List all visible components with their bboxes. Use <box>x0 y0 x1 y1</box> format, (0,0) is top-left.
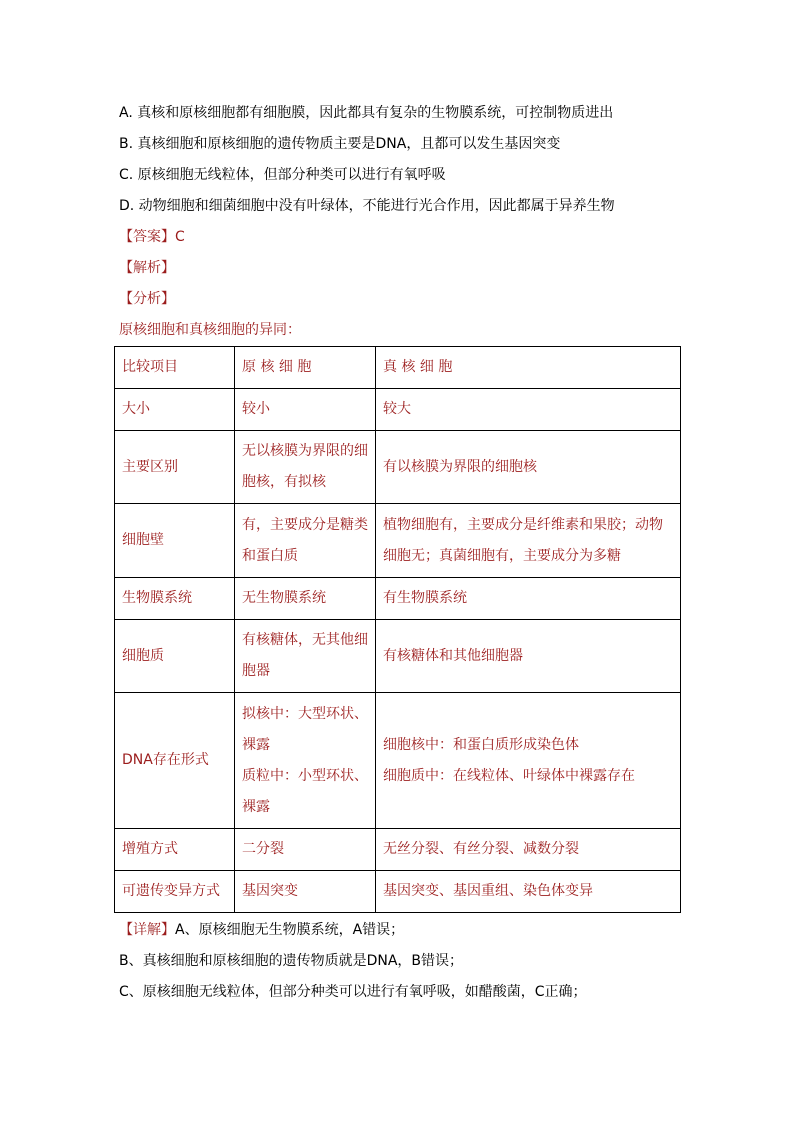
row-item: DNA存在形式 <box>115 693 235 829</box>
detail-line-b: B、真核细胞和原核细胞的遗传物质就是DNA，B错误； <box>119 953 464 969</box>
row-prokaryote: 拟核中：大型环状、裸露 质粒中：小型环状、裸露 <box>235 693 376 829</box>
row-prokaryote: 基因突变 <box>235 871 376 913</box>
row-eukaryote: 有以核膜为界限的细胞核 <box>376 431 681 504</box>
row-item: 细胞质 <box>115 620 235 693</box>
row-item: 可遗传变异方式 <box>115 871 235 913</box>
row-prokaryote: 有核糖体，无其他细胞器 <box>235 620 376 693</box>
table-row <box>115 389 681 431</box>
row-prokaryote: 无生物膜系统 <box>235 578 376 620</box>
header-prokaryote: 原 核 细 胞 <box>235 347 376 389</box>
comparison-table <box>114 346 681 913</box>
detail-line-c: C、原核细胞无线粒体，但部分种类可以进行有氧呼吸，如醋酸菌，C正确； <box>119 984 587 1000</box>
table-row <box>115 620 681 693</box>
row-eukaryote: 较大 <box>376 389 681 431</box>
fenxi-label: 【分析】 <box>119 291 175 307</box>
table-row <box>115 578 681 620</box>
row-item: 生物膜系统 <box>115 578 235 620</box>
detail-label: 【详解】 <box>119 922 175 938</box>
table-row <box>115 431 681 504</box>
header-eukaryote: 真 核 细 胞 <box>376 347 681 389</box>
option-a: A. 真核和原核细胞都有细胞膜，因此都具有复杂的生物膜系统，可控制物质进出 <box>119 105 614 121</box>
answer-value: C <box>175 229 185 245</box>
table-header-row <box>115 347 681 389</box>
row-item: 增殖方式 <box>115 829 235 871</box>
row-eukaryote: 有核糖体和其他细胞器 <box>376 620 681 693</box>
option-d: D. 动物细胞和细菌细胞中没有叶绿体，不能进行光合作用，因此都属于异养生物 <box>119 198 615 214</box>
row-item: 大小 <box>115 389 235 431</box>
table-caption: 原核细胞和真核细胞的异同： <box>119 322 301 338</box>
row-prokaryote: 有，主要成分是糖类和蛋白质 <box>235 504 376 578</box>
row-eukaryote: 植物细胞有，主要成分是纤维素和果胶；动物细胞无；真菌细胞有，主要成分为多糖 <box>376 504 681 578</box>
jiexi-label: 【解析】 <box>119 260 175 276</box>
row-prokaryote: 较小 <box>235 389 376 431</box>
option-c: C. 原核细胞无线粒体，但部分种类可以进行有氧呼吸 <box>119 167 446 183</box>
detail-line-a <box>119 920 404 940</box>
table-row <box>115 829 681 871</box>
row-eukaryote: 基因突变、基因重组、染色体变异 <box>376 871 681 913</box>
row-eukaryote: 有生物膜系统 <box>376 578 681 620</box>
answer-label: 【答案】 <box>119 229 175 245</box>
table-row <box>115 504 681 578</box>
detail-text-a: A、原核细胞无生物膜系统，A错误； <box>175 922 405 938</box>
table-row <box>115 871 681 913</box>
row-eukaryote: 细胞核中：和蛋白质形成染色体 细胞质中：在线粒体、叶绿体中裸露存在 <box>376 693 681 829</box>
row-prokaryote: 二分裂 <box>235 829 376 871</box>
row-prokaryote: 无以核膜为界限的细胞核，有拟核 <box>235 431 376 504</box>
option-b: B. 真核细胞和原核细胞的遗传物质主要是DNA，且都可以发生基因突变 <box>119 136 561 152</box>
header-item: 比较项目 <box>115 347 235 389</box>
row-item: 主要区别 <box>115 431 235 504</box>
row-eukaryote: 无丝分裂、有丝分裂、减数分裂 <box>376 829 681 871</box>
row-item: 细胞壁 <box>115 504 235 578</box>
answer-line <box>119 227 185 247</box>
table-row <box>115 693 681 829</box>
